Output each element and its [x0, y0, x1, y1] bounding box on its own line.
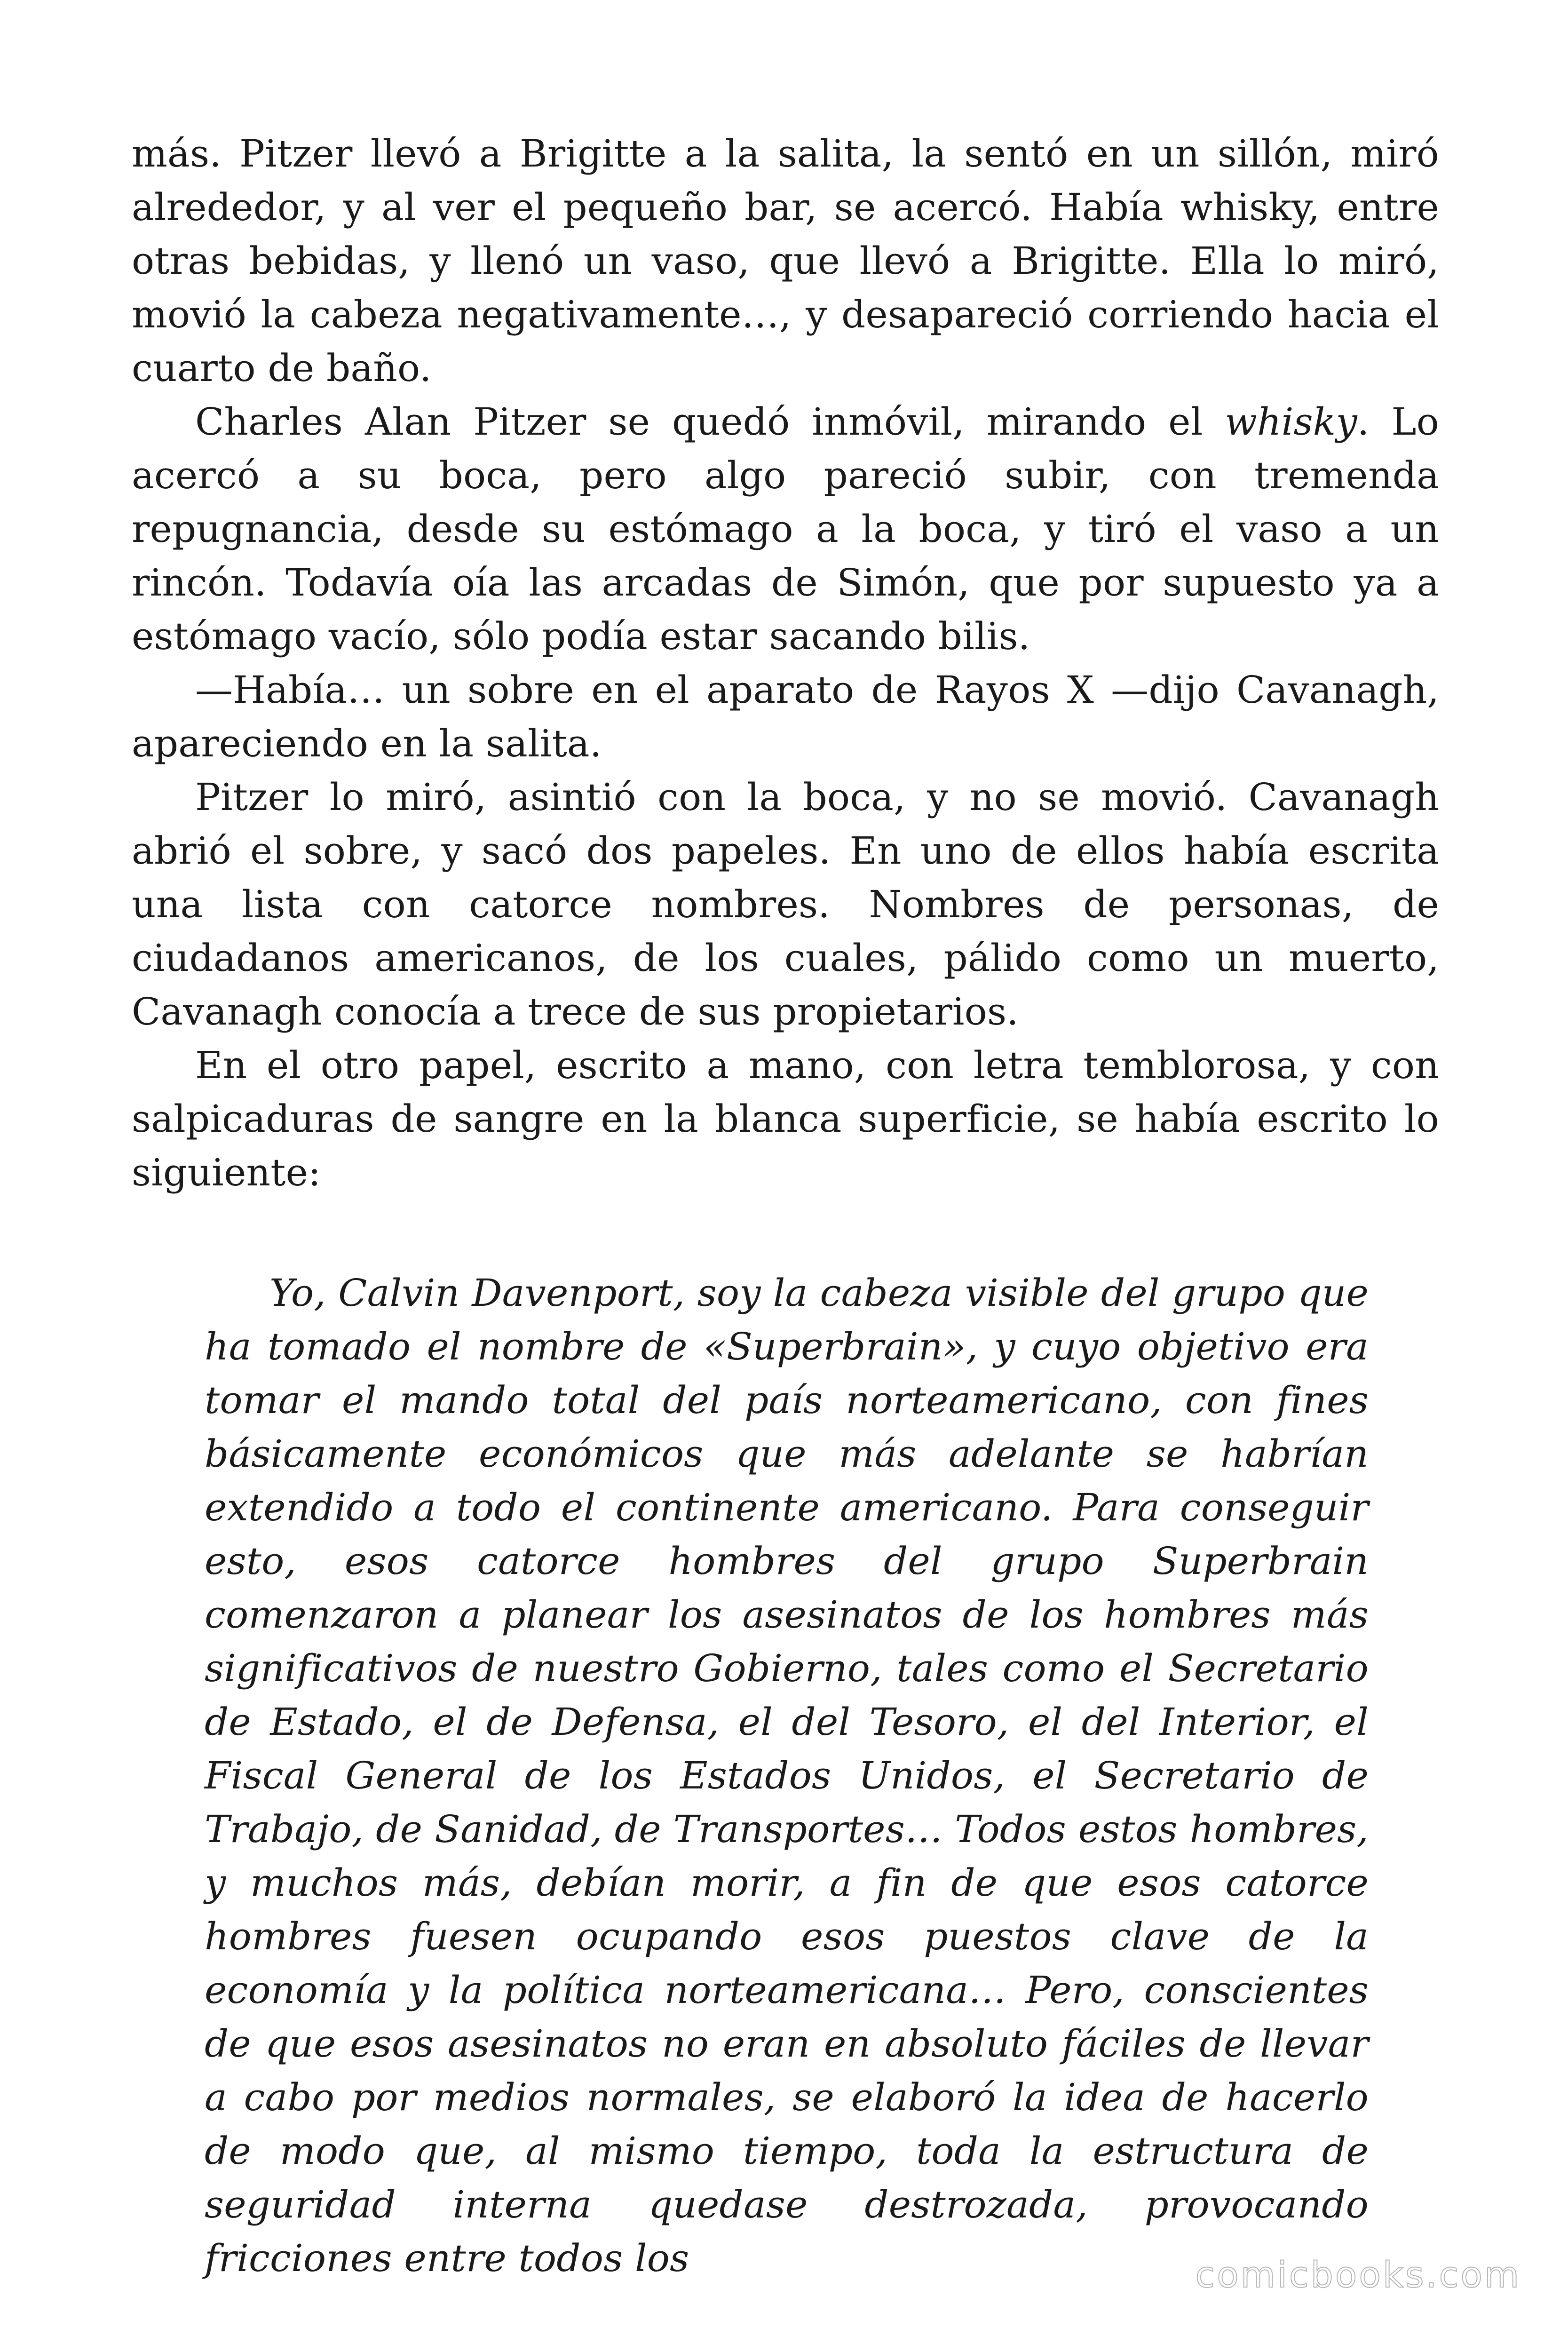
paragraph-1: más. Pitzer llevó a Brigitte a la salita, la sentó en un sillón, miró alrededor, y al ver el pequeño bar, se acercó. Había whisky, entre otras bebidas, y llenó un vaso, que llevó a Brigitte. Ella lo miró, movió la cabeza negativamente…, y desapareció corriendo hacia el cuarto de baño.	[132, 132, 1439, 390]
handwritten-letter-quote: Yo, Calvin Davenport, soy la cabeza visible del grupo que ha tomado el nombre de «Superbrain», y cuyo objetivo era tomar el mando total del país norteamericano, con fines básicamente económicos que más adelante se habrían extendido a todo el continente americano. Para conseguir esto, esos catorce hombres del grupo Superbrain comenzaron a planear los asesinatos de los hombres más significativos de nuestro Gobierno, tales como el Secretario de Estado, el de Defensa, el del Tesoro, el del Interior, el Fiscal General de los Estados Unidos, el Secretario de Trabajo, de Sanidad, de Transportes… Todos estos hombres, y muchos más, debían morir, a fin de que esos catorce hombres fuesen ocupando esos puestos clave de la economía y la política norteamericana… Pero, conscientes de que esos asesinatos no eran en absoluto fáciles de llevar a cabo por medios normales, se elaboró la idea de hacerlo de modo que, al mismo tiempo, toda la estructura de seguridad interna quedase destrozada, provocando fricciones entre todos los	[205, 1271, 1369, 2280]
paragraph-2-text-after: . Lo acercó a su boca, pero algo pareció subir, con tremenda repugnancia, desde su estómago a la boca, y tiró el vaso a un rincón. Todavía oía las arcadas de Simón, que por supuesto ya a estómago vacío, sólo podía estar sacando bilis.	[132, 400, 1440, 658]
paragraph-2	[132, 395, 1439, 663]
watermark-text: comicbooks.com	[1195, 2254, 1521, 2296]
paragraph-2-italic-word: whisky	[1225, 400, 1357, 444]
paragraph-2-text-before: Charles Alan Pitzer se quedó inmóvil, mirando el	[195, 400, 1225, 444]
paragraph-3-dialogue: —Había… un sobre en el aparato de Rayos X —dijo Cavanagh, apareciendo en la salita.	[132, 668, 1439, 765]
paragraph-5: En el otro papel, escrito a mano, con letra temblorosa, y con salpicaduras de sangre en la blanca superficie, se había escrito lo siguiente:	[132, 1043, 1439, 1194]
paragraph-4: Pitzer lo miró, asintió con la boca, y no se movió. Cavanagh abrió el sobre, y sacó dos papeles. En uno de ellos había escrita una lista con catorce nombres. Nombres de personas, de ciudadanos americanos, de los cuales, pálido como un muerto, Cavanagh conocía a trece de sus propietarios.	[132, 775, 1439, 1033]
book-page	[132, 127, 1439, 2285]
